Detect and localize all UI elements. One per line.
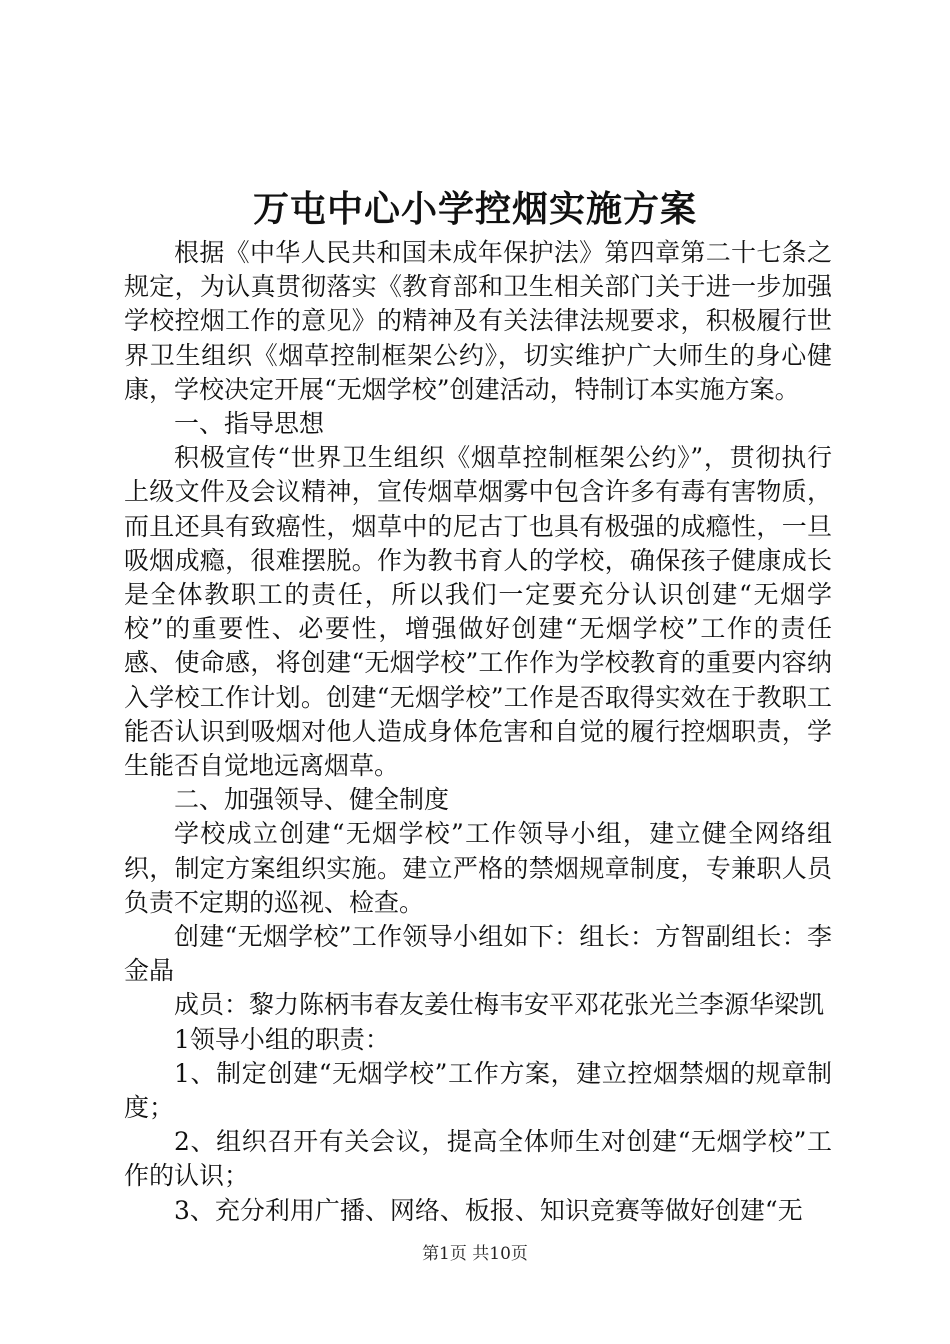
section-heading-guiding-ideology: 一、指导思想 <box>174 409 325 439</box>
section-heading-leadership: 二、加强领导、健全制度 <box>174 785 450 815</box>
document-title: 万屯中心小学控烟实施方案 <box>252 188 697 230</box>
page-footer: 第1页 共10页 <box>422 1244 528 1264</box>
paragraph-duties-heading: 1领导小组的职责： <box>174 1024 390 1054</box>
paragraph-guiding-ideology: 积极宣传“世界卫生组织《烟草控制框架公约》”，贯彻执行上级文件及会议精神，宣传烟草烟雾中包含许多有毒有害物质，而且还具有致癌性，烟草中的尼古丁也具有极强的成瘾性，一旦吸烟成瘾，很难摆脱。作为教书育人的学校，确保孩子健康成长是全体教职工的责任，所以我们一定要充分认识创建“无烟学校”的重要性、必要性，增强做好创建“无烟学校”工作的责任感、使命感，将创建“无烟学校”工作作为学校教育的重要内容纳入学校工作计划。创建“无烟学校”工作是否取得实效在于教职工能否认识到吸烟对他人造成身体危害和自觉的履行控烟职责，学生能否自觉地远离烟草。 <box>124 443 832 781</box>
document-body <box>124 236 832 1228</box>
paragraph-intro: 根据《中华人民共和国未成年保护法》第四章第二十七条之规定，为认真贯彻落实《教育部和卫生相关部门关于进一步加强学校控烟工作的意见》的精神及有关法律法规要求，积极履行世界卫生组织《烟草控制框架公约》，切实维护广大师生的身心健康，学校决定开展“无烟学校”创建活动，特制订本实施方案。 <box>124 238 832 404</box>
paragraph-leadership-group: 创建“无烟学校”工作领导小组如下：组长：方智副组长：李金晶 <box>124 922 832 986</box>
list-item-duty-3: 3、充分利用广播、网络、板报、知识竞赛等做好创建“无 <box>174 1195 803 1225</box>
list-item-duty-1: 1、制定创建“无烟学校”工作方案，建立控烟禁烟的规章制度； <box>124 1058 832 1123</box>
paragraph-leadership: 学校成立创建“无烟学校”工作领导小组，建立健全网络组织，制定方案组织实施。建立严格的禁烟规章制度，专兼职人员负责不定期的巡视、检查。 <box>124 819 832 917</box>
list-item-duty-2: 2、组织召开有关会议，提高全体师生对创建“无烟学校”工作的认识； <box>124 1127 832 1191</box>
paragraph-members: 成员：黎力陈柄韦春友姜仕梅韦安平邓花张光兰李源华梁凯 <box>174 990 825 1020</box>
